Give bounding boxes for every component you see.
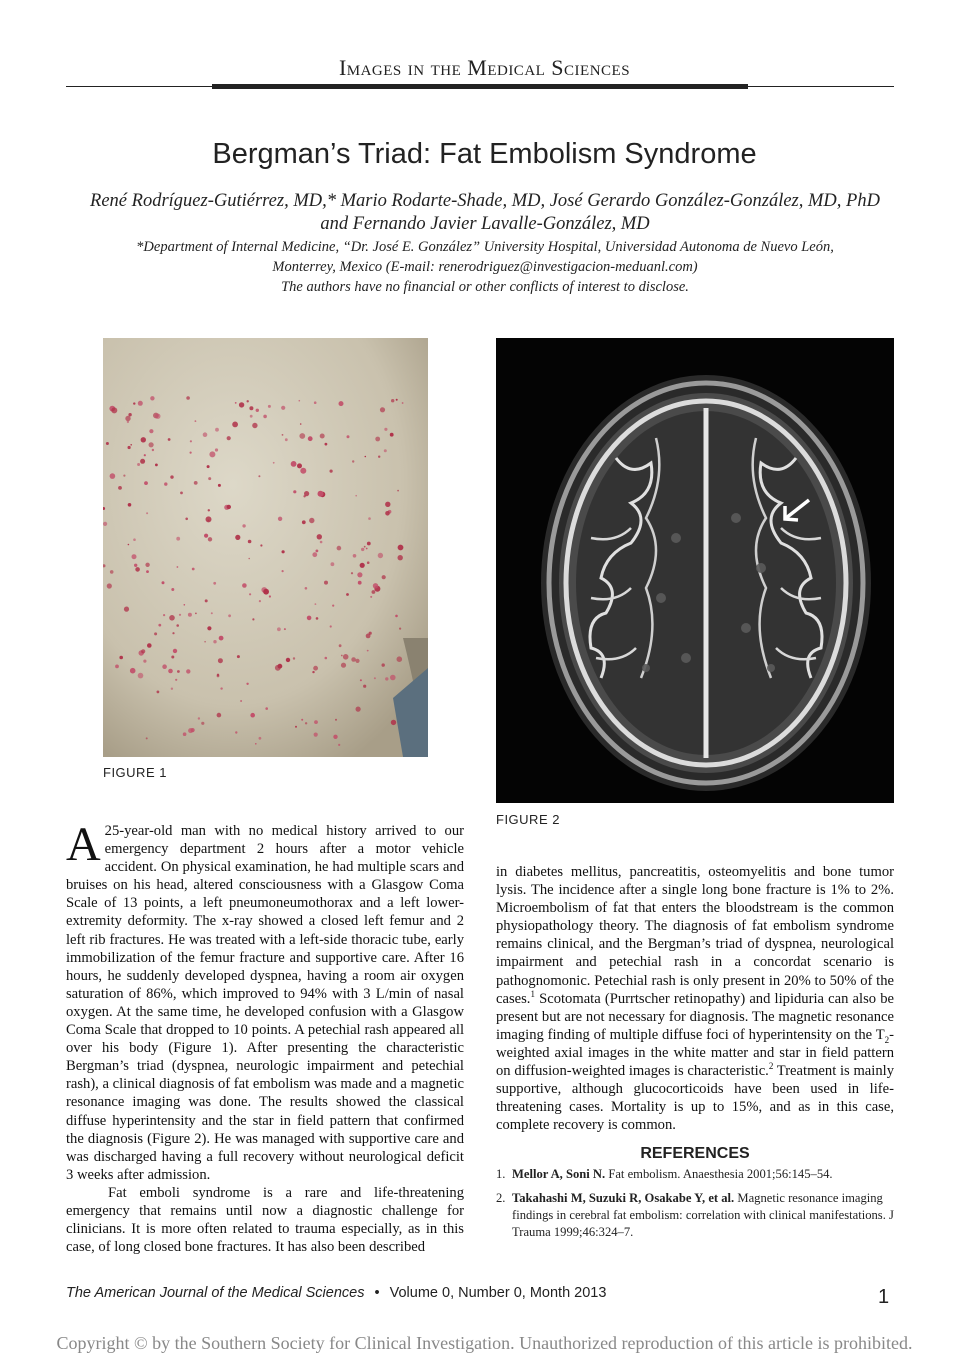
petechia-dot [366,548,368,550]
text-run: Treatment is mainly supportive, although glucocorticoids have been used in life-threatening cases. Mortality is up to 15%, and as in this case, complete recovery is common. [496,1063,894,1134]
petechia-dot [242,583,247,588]
petechia-dot [144,454,146,456]
issue-info: Volume 0, Number 0, Month 2013 [389,1285,607,1301]
petechia-dot [380,407,385,412]
affiliation-line-2: Monterrey, Mexico (E-mail: renerodriguez@investigacion-meduanl.com) [272,259,698,275]
petechia-dot [124,607,129,612]
petechia-dot [155,464,158,467]
petechia-dot [314,401,317,404]
authors-line-2: and Fernando Javier Lavalle-González, MD [320,214,650,234]
body-right-column [496,863,894,1134]
petechia-dot [384,428,387,431]
petechia-dot [293,657,295,659]
paragraph-case-text: 25-year-old man with no medical history arrived to our emergency department 2 hours after a motor vehicle accident. On physical examination, he had multiple scars and bruises on his head, altered consciousness with a Glasgow Coma Scale of 13 points, a left pneumoneumothorax and a left lower-extremity deformity. The x-ray showed a closed left femur and 2 left rib fractures. He was treated with a left-side thoracic tube, early immobilization of the femur fracture and supportive care. After 16 hours, he suddenly developed dyspnea, having a room air oxygen saturation of 86%, which improved to 94% with 3 L/min of nasal oxygen. At the same time, he developed confusion with a Glasgow Coma Scale that dropped to 10 points. A petechial rash appeared all over his body (Figure 1). After presenting the characteristic Bergman’s triad (dyspnea, neurologic impairment and petechial rash), a clinical diagnosis of fat embolism was made and a magnetic resonance imaging was done. The results showed the classical diffuse hyperintensity and the star in field pattern that confirmed the diagnosis (Figure 2). He was managed with supportive care and was discharged having a full recovery without neurological deficit 3 weeks after admission. [66,823,464,1183]
reference-text: Fat embolism. Anaesthesia 2001;56:145–54. [605,1167,833,1181]
petechia-dot [351,657,356,662]
petechia-dot [300,423,302,425]
petechia-dot [295,726,297,728]
petechia-dot [152,449,154,451]
petechia-dot [205,599,208,602]
copyright-notice: Copyright © by the Southern Society for Clinical Investigation. Unauthorized reproduction of this article is prohibited. [56,1333,913,1353]
reference-authors: Mellor A, Soni N. [512,1167,606,1181]
reference-item-1 [496,1166,894,1183]
petechia-dot [247,400,249,402]
petechia-dot [343,654,349,660]
petechia-dot [249,593,251,595]
petechia-dot [186,669,190,673]
petechia-dot [366,634,371,639]
petechia-dot [228,614,231,617]
petechia-dot [192,568,195,571]
petechia-dot [378,553,383,558]
petechia-dot [277,627,281,631]
petechia-dot [103,522,107,526]
disclosure: The authors have no financial or other conflicts of interest to disclose. [281,279,689,295]
journal-footer [66,1285,606,1301]
paragraph-continued [496,863,894,1134]
petechia-dot [149,442,154,447]
petechia-dot [110,473,116,479]
petechia-dot [373,583,378,588]
petechia-dot [194,481,198,485]
petechia-dot [378,456,380,458]
petechia-dot [286,658,290,662]
petechia-dot [125,416,130,421]
petechia-dot [356,707,361,712]
petechia-dot [374,677,376,679]
paragraph-discussion: Fat emboli syndrome is a rare and life-threatening emergency that remains until now a diagnostic challenge for clinicians. It is more often related to trauma especially, as in this case, of long closed bone fractures. It has also been described [66,1184,464,1256]
petechia-dot [180,492,183,495]
petechia-dot [396,399,398,401]
references-heading: REFERENCES [640,1145,750,1162]
petechia-dot [218,484,221,487]
citation-2[interactable]: 2 [768,1061,774,1072]
petechia-dot [106,442,109,445]
petechia-dot [204,534,208,538]
reference-number: 1. [496,1167,506,1181]
petechia-dot [135,567,140,572]
petechia-dot [204,641,206,643]
petechia-dot [186,396,190,400]
petechia-dot [123,475,125,477]
petechia-dot [175,679,177,681]
reference-item-2 [496,1190,894,1241]
petechia-dot [119,656,123,660]
petechia-dot [347,435,350,438]
petechia-dot [132,554,137,559]
petechia-dot [249,406,253,410]
petechia-dot [397,656,403,662]
petechia-dot [213,582,216,585]
petechia-dot [232,422,238,428]
petechia-dot [330,625,332,627]
petechia-dot [133,402,135,404]
petechia-dot [316,550,319,553]
petechia-dot [219,636,224,641]
petechia-dot [188,613,192,617]
petechia-dot [162,664,167,669]
petechia-dot [183,732,187,736]
petechia-dot [337,546,342,551]
journal-name: The American Journal of the Medical Sciences [66,1285,365,1301]
petechia-dot [341,663,346,668]
petechia-dot [176,624,179,627]
petechia-dot [218,658,223,663]
petechia-dot [300,468,306,474]
petechia-dot [269,595,271,597]
petechia-dot [163,614,165,616]
petechia-dot [207,626,211,630]
petechia-dot [155,414,160,419]
petechia-dot [299,433,305,439]
figure-2-caption: FIGURE 2 [496,812,560,827]
petechia-dot [346,593,349,596]
petechia-dot [314,733,318,737]
petechia-dot [198,717,200,719]
petechia-dot [190,452,192,454]
petechia-dot [190,440,192,442]
petechia-dot [168,669,173,674]
petechia-dot [217,713,222,718]
petechia-dot [391,399,394,402]
figure-1-image [103,338,428,757]
petechia-dot [111,407,117,413]
petechia-dot [169,615,175,621]
petechia-dot [357,572,362,577]
petechia-dot [313,666,318,671]
petechia-dot [118,486,122,490]
petechia-dot [158,624,161,627]
petechia-dot [312,552,317,557]
petechia-dot [338,744,340,746]
petechia-dot [128,446,131,449]
petechia-dot [134,564,137,567]
petechia-dot [312,671,314,673]
subscript: 2 [884,1034,890,1045]
petechia-dot [360,563,365,568]
petechia-dot [281,406,285,410]
petechia-dot [330,470,333,473]
petechia-dot [195,420,197,422]
petechia-dot [305,587,308,590]
petechia-dot [130,668,136,674]
petechia-dot [157,691,160,694]
petechia-dot [217,675,220,678]
petechia-dot [215,448,218,451]
petechia-dot [324,581,328,585]
petechia-dot [263,415,267,419]
petechia-dot [285,438,288,441]
petechia-dot [206,516,212,522]
petechia-dot [332,605,334,607]
petechia-dot [164,482,167,485]
petechia-dot [256,409,259,412]
petechia-dot [177,566,179,568]
text-run: -weighted axial images in the white matter and star in field pattern on diffusion-weighted images is characteristic. [496,1026,894,1080]
petechia-dot [188,728,193,733]
petechia-dot [138,401,143,406]
petechia-dot [173,649,177,653]
petechia-dot [395,615,398,618]
reference-text: Magnetic resonance imaging findings in cerebral fat embolism: correlation with clinical manifestations. J Trauma 1999;46:324–7. [512,1191,894,1239]
petechia-dot [299,400,301,402]
petechia-dot [227,505,231,509]
drop-cap: A [66,818,101,871]
petechia-dot [138,673,144,679]
petechia-dot [107,583,112,588]
petechia-dot [150,396,154,400]
petechia-dot [385,511,390,516]
petechia-dot [297,463,302,468]
petechia-dot [259,600,261,602]
petechia-dot [227,436,231,440]
petechia-dot [331,562,335,566]
petechia-dot [372,590,376,594]
petechia-dot [184,604,186,606]
petechia-dot [291,461,297,467]
header-rule-thick [212,84,748,89]
petechia-dot [133,538,136,541]
article-title: Bergman’s Triad: Fat Embolism Syndrome [212,138,757,170]
petechia-dot [209,451,215,457]
petechia-dot [171,588,174,591]
petechia-dot [176,537,180,541]
petechia-dot [128,503,132,507]
petechia-dot [171,688,173,690]
petechia-dot [325,443,328,446]
petechia-dot [382,575,386,579]
petechia-dot [168,438,171,441]
petechia-dot [339,644,342,647]
petechia-dot [309,518,314,523]
petechia-dot [208,509,210,511]
petechia-dot [385,677,388,680]
petechia-dot [320,541,323,544]
petechia-dot [137,463,140,466]
petechia-dot [215,428,219,432]
petechia-dot [255,743,257,745]
petechia-dot [128,544,130,546]
petechia-dot [235,731,237,733]
petechia-dot [149,429,153,433]
petechia-dot [368,517,371,520]
petechia-dot [351,572,353,574]
petechia-dot [355,659,359,663]
petechia-dot [358,581,362,585]
page-number: 1 [878,1286,890,1308]
petechia-dot [115,665,119,669]
petechia-dot [144,481,148,485]
petechia-dot [246,683,248,685]
petechia-dot [301,719,303,721]
petechia-dot [171,656,174,659]
petechia-dot [213,640,216,643]
petechia-dot [146,570,149,573]
petechia-dot [208,477,211,480]
petechia-dot [302,520,306,524]
petechia-dot [207,465,210,468]
petechia-dot [110,570,114,574]
petechia-dot [314,720,318,724]
petechia-dot [375,437,380,442]
citation-1[interactable]: 1 [530,988,535,999]
reference-number: 2. [496,1191,506,1205]
petechia-dot [265,707,268,710]
petechia-dot [363,685,366,688]
petechia-dot [250,415,253,418]
petechia-dot [259,737,262,740]
petechia-dot [284,628,286,630]
petechia-dot [304,491,309,496]
petechia-dot [364,546,366,548]
petechia-dot [242,524,245,527]
petechia-dot [235,535,240,540]
petechia-dot [185,518,188,521]
petechia-dot [172,632,174,634]
petechia-dot [140,459,145,464]
petechia-dot [355,495,357,497]
petechia-dot [398,555,403,560]
petechia-dot [220,687,222,689]
petechia-dot [361,548,364,551]
petechia-dot [365,456,367,458]
petechia-dot [282,434,284,436]
petechia-dot [293,490,296,493]
petechia-dot [268,405,271,408]
petechia-dot [333,735,337,739]
petechia-dot [235,402,237,404]
petechia-dot [154,632,157,635]
petechia-dot [143,660,146,663]
petechia-dot [141,437,146,442]
petechia-dot [250,713,255,718]
petechia-dot [240,700,242,702]
petechia-dot [339,401,344,406]
petechia-dot [258,475,260,477]
petechia-dot [367,650,369,652]
petechia-dot [367,561,370,564]
petechia-dot [146,737,148,739]
petechia-dot [316,617,319,620]
petechia-dot [308,436,313,441]
petechia-dot [195,613,197,615]
petechia-dot [278,517,282,521]
petechia-dot [263,589,269,595]
figure-1-caption: FIGURE 1 [103,765,167,780]
petechia-dot [146,512,148,514]
petechia-dot [360,679,362,681]
petechia-dot [170,475,173,478]
petechia-dot [282,570,284,572]
petechia-dot [260,544,262,546]
petechia-dot [211,612,213,614]
petechia-dot [390,675,396,681]
petechia-dot [252,423,257,428]
petechia-dot [352,460,354,462]
affiliation-line-1: *Department of Internal Medicine, “Dr. José E. González” University Hospital, Universidad Autonoma de Nuevo León, [136,239,834,255]
affiliation [60,237,910,297]
petechia-dot [201,722,204,725]
petechia-dot [248,540,252,544]
petechia-dot [353,554,357,558]
paragraph-case [66,818,464,1184]
petechia-dot [320,434,325,439]
petechia-dot [317,534,322,539]
petechia-dot [391,720,396,725]
petechia-dot [399,628,401,630]
section-header: Images in the Medical Sciences [338,55,631,80]
petechia-dot [370,596,372,598]
petechia-dot [398,545,404,551]
petechia-dot [141,649,145,653]
petechia-dot [179,614,181,616]
petechia-dot [307,616,312,621]
petechia-dot [390,433,394,437]
petechia-dot [335,719,337,721]
petechia-dot [397,490,399,492]
petechia-dot [402,402,404,404]
petechia-dot [252,618,254,620]
petechia-dot [145,563,149,567]
petechia-dot [278,664,283,669]
petechia-dot [367,542,371,546]
text-run: Scotomata (Purrtscher retinopathy) and lipiduria can also be present but are not necessary for diagnosis. The magnetic resonance imaging finding of multiple diffuse foci of hyperintensity on the T [496,990,894,1043]
authors-line-1: René Rodríguez-Gutiérrez, MD,* Mario Rodarte-Shade, MD, José Gerardo González-González, MD, PhD [90,191,880,211]
petechia-dot [382,663,385,666]
petechia-dot [208,537,212,541]
text-run: in diabetes mellitus, pancreatitis, osteomyelitis and bone tumor lysis. The incidence after a single long bone fracture is 1% to 2%. Microembolism of fat that enters the bloodstream is the common physiopathology theory. The diagnosis of fat embolism syndrome remains clinical, and the Bergman’s triad of dyspnea, neurological impairment and petechial rash in a concordat scenario is pathognomonic. Petechial rash is only present in 20% to 50% of the cases. [496,864,894,1007]
petechia-dot [282,550,285,553]
petechial-rash-photo [103,338,428,757]
petechia-dot [239,402,244,407]
footer-bullet: • [374,1285,380,1301]
petechia-dot [128,413,131,416]
petechia-dot [203,432,208,437]
body-left-column [66,818,464,1256]
figure-2-image [496,338,894,803]
petechia-dot [384,449,387,452]
petechia-dot [341,655,343,657]
petechia-dot [318,491,324,497]
petechia-dot [237,655,240,658]
petechia-dot [305,722,307,724]
petechia-dot [147,643,152,648]
petechia-dot [315,603,317,605]
author-list [60,190,910,236]
petechia-dot [177,670,180,673]
petechia-dot [385,502,390,507]
petechia-dot [130,444,132,446]
petechia-dot [162,581,165,584]
brain-mri-scan [496,338,894,803]
petechia-dot [325,657,328,660]
petechia-dot [248,558,250,560]
petechia-dot [273,462,275,464]
reference-authors: Takahashi M, Suzuki R, Osakabe Y, et al. [512,1191,735,1205]
